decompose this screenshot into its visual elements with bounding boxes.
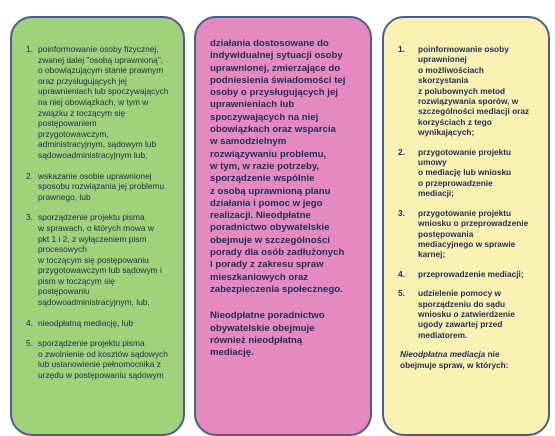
item-text: przygotowanie projektu umowy o mediację lub wniosku o przeprowadzenie mediacji; (418, 146, 512, 199)
note-emphasis: Nieodpłatna mediacja (400, 349, 486, 360)
list-item (22, 212, 182, 307)
left-column-panel (10, 16, 185, 436)
left-column-content (22, 44, 182, 391)
list-item (22, 171, 182, 203)
item-text: sporządzenie projektu pisma o zwolnienie od kosztów sądowych lub ustanowienie pełnomocnika z urzędu w postępowaniu sądowym (38, 338, 168, 381)
item-number: 1. (398, 44, 405, 54)
item-number: 2. (398, 146, 405, 157)
mediation-exclusion-note (394, 349, 546, 370)
list-item (394, 269, 546, 279)
middle-column-content (210, 38, 360, 373)
list-item (394, 288, 546, 340)
right-column-content (394, 44, 546, 370)
item-number: 4. (26, 317, 33, 328)
item-number: 1. (26, 44, 33, 54)
item-text: poinformowanie osoby fizycznej, zwanej dalej "osobą uprawnioną", o obowiązującym stanie prawnym oraz przysługujących jej uprawnieniach lub spoczywających na niej obowiązkach, w tym w związku z toczącym się postępowaniem przygotowawczym, administracyjnym, sądowym lub sądowoadministracyjnym lub, (38, 44, 169, 160)
item-text: przeprowadzenie mediacji; (418, 268, 524, 279)
item-number: 5. (26, 338, 33, 349)
middle-column-panel (194, 16, 372, 436)
item-text: przygotowanie projektu wniosku o przeprowadzenie postępowania mediacyjnego w sprawie karnej; (418, 207, 529, 260)
list-item (22, 318, 182, 329)
list-item (394, 44, 546, 138)
legal-advice-list (22, 44, 182, 381)
item-number: 3. (26, 212, 33, 223)
item-number: 2. (26, 170, 33, 181)
list-item (22, 44, 182, 161)
item-number: 4. (398, 268, 405, 279)
right-column-panel (382, 16, 550, 436)
item-text: udzielenie pomocy w sporządzeniu do sądu wniosku o zatwierdzenie ugody zawartej przed mediatorem. (418, 288, 515, 340)
list-item (22, 338, 182, 380)
mediation-list (394, 44, 546, 340)
list-item (394, 208, 546, 260)
list-item (394, 147, 546, 199)
civic-advice-mediation-paragraph: Nieodpłatne poradnictwo obywatelskie obejmuje również nieodpłatną mediację. (210, 310, 325, 359)
civic-advice-paragraph: działania dostosowane do indywidualnej sytuacji osoby uprawnionej, zmierzające do podniesienia świadomości tej osoby o przysługujących jej uprawnieniach lub spoczywających na niej obowiązkach oraz wsparcia w samodzielnym rozwiązywaniu problemu, w tym, w razie potrzeby, sporządzenie wspólnie z osobą uprawnioną planu działania i pomoc w jego realizacji. Nieodpłatne poradnictwo obywatelskie obejmuje w szczególności porady dla osób zadłużonych i porady z zakresu spraw mieszkaniowych oraz zabezpieczenia społecznego. (210, 38, 346, 295)
item-number: 3. (398, 207, 405, 218)
item-text: sporządzenie projektu pisma w sprawach, o których mowa w pkt 1 i 2, z wyłączeniem pism procesowych w toczącym się postępowaniu przygotowawczym lub sądowym i pism w toczącym się postępowaniu sądowoadministracyjnym, lub, (38, 212, 162, 308)
item-number: 5. (398, 288, 405, 299)
note-text: nie obejmuje spraw, w których: (400, 349, 509, 370)
item-text: nieodpłatną mediację, lub (38, 317, 133, 328)
item-text: poinformowanie osoby uprawnionej o możliwościach skorzystania z polubownych metod rozwiązywania sporów, w szczególności mediacji oraz korzyściach z tego wynikających; (418, 44, 530, 138)
item-text: wskazanie osobie uprawnionej sposobu rozwiązania jej problemu prawnego, lub (38, 170, 165, 202)
